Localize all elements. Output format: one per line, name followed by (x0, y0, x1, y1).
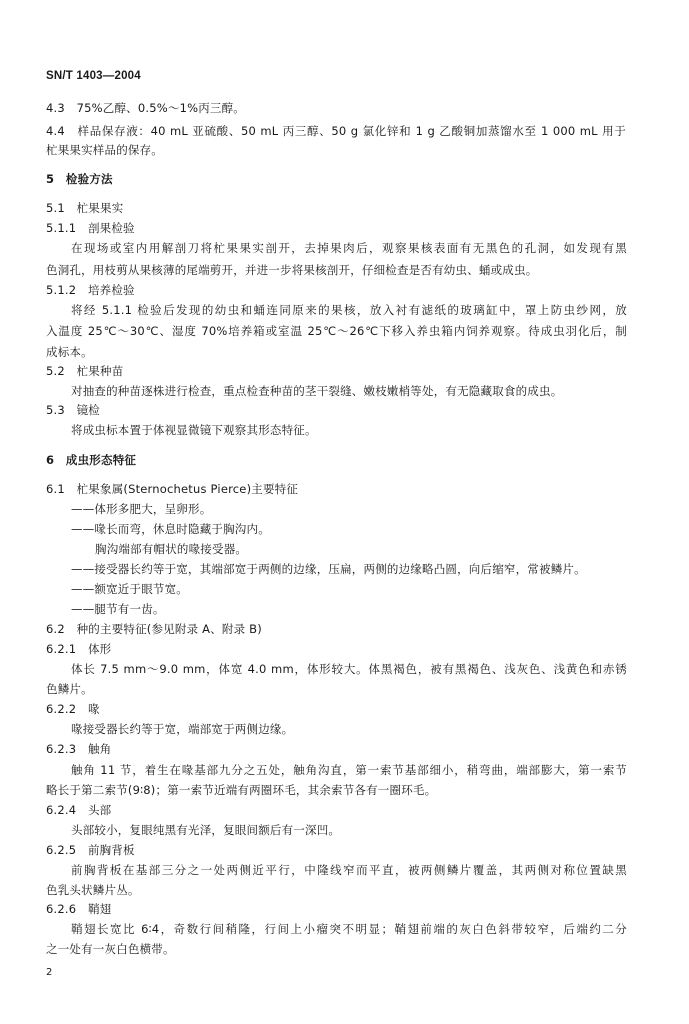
paragraph-6-2-6: 鞘翅长宽比 6∶4，奇数行间稍隆，行间上小瘤突不明显；鞘翅前端的灰白色斜带较窄，后端约二分 (71, 922, 627, 936)
heading-6-2-6: 6.2.6 鞘翅 (46, 902, 112, 916)
paragraph-5-1-2: 将经 5.1.1 检验后发现的幼虫和蛹连同原来的果核，放入衬有滤纸的玻璃缸中，罩上防虫纱网，放 (71, 303, 627, 317)
heading-6-2-3: 6.2.3 触角 (46, 742, 112, 756)
clause-4-3: 4.3 75%乙醇、0.5%～1%丙三醇。 (46, 101, 246, 115)
heading-5-1-2: 5.1.2 培养检验 (46, 283, 135, 297)
document-id: SN/T 1403—2004 (46, 70, 141, 82)
paragraph-6-2-4: 头部较小，复眼纯黑有光泽，复眼间额后有一深凹。 (71, 823, 341, 837)
paragraph-5-1-2-line2: 入温度 25℃～30℃、湿度 70%培养箱或室温 25℃～26℃下移入养虫箱内饲养观察。待成虫羽化后，制 (46, 324, 627, 338)
paragraph-6-2-3-continued: 略长于第二索节(9∶8)；第一索节近端有两圈环毛，其余索节各有一圈环毛。 (46, 783, 437, 797)
paragraph-5-1-1-continued: 色洞孔，用枝剪从果核薄的尾端剪开，并进一步将果核剖开，仔细检查是否有幼虫、蛹或成虫。 (46, 263, 538, 277)
heading-6-2-4: 6.2.4 头部 (46, 803, 112, 817)
clause-4-4: 4.4 样品保存液：40 mL 亚硫酸、50 mL 丙三醇、50 g 氯化锌和 1 g 乙酸铜加蒸馏水至 1 000 mL 用于 (46, 124, 626, 138)
paragraph-5-1-2-line3: 成标本。 (46, 345, 93, 359)
clause-4-4-continued: 杧果果实样品的保存。 (46, 143, 163, 157)
heading-5-1: 5.1 杧果果实 (46, 201, 124, 215)
page-number: 2 (46, 967, 53, 978)
paragraph-6-2-2: 喙接受器长约等于宽，端部宽于两侧边缘。 (71, 722, 294, 736)
list-item: ——体形多肥大，呈卵形。 (71, 502, 212, 516)
heading-5-2: 5.2 杧果种苗 (46, 364, 124, 378)
section-5-heading: 5 检验方法 (46, 172, 113, 186)
heading-6-2-2: 6.2.2 喙 (46, 702, 100, 716)
list-item-continued: 胸沟端部有帽状的喙接受器。 (95, 542, 248, 556)
list-item: ——喙长而弯，休息时隐藏于胸沟内。 (71, 522, 270, 536)
section-6-heading: 6 成虫形态特征 (46, 453, 137, 467)
paragraph-6-2-1: 体长 7.5 mm～9.0 mm，体宽 4.0 mm，体形较大。体黑褐色，被有黑褐色、浅灰色、浅黄色和赤锈 (71, 662, 627, 676)
paragraph-5-1-1: 在现场或室内用解剖刀将杧果果实剖开，去掉果肉后，观察果核表面有无黑色的孔洞，如发现有黑 (71, 241, 627, 255)
paragraph-6-2-5: 前胸背板在基部三分之一处两侧近平行，中隆线窄而平直，被两侧鳞片覆盖，其两侧对称位置缺黑 (71, 863, 627, 877)
list-item: ——额宽近于眼节宽。 (71, 582, 188, 596)
heading-5-1-1: 5.1.1 剖果检验 (46, 221, 135, 235)
heading-6-1: 6.1 杧果象属(Sternochetus Pierce)主要特征 (46, 482, 299, 496)
paragraph-6-2-3: 触角 11 节，着生在喙基部九分之五处，触角沟直，第一索节基部细小，稍弯曲，端部膨大，第一索节 (71, 763, 627, 777)
list-item: ——接受器长约等于宽，其端部宽于两侧的边缘，压扁，两侧的边缘略凸圆，向后缩窄，常被鳞片。 (71, 562, 586, 576)
paragraph-6-2-6-continued: 之一处有一灰白色横带。 (46, 942, 175, 956)
paragraph-6-2-1-continued: 色鳞片。 (46, 682, 93, 696)
list-item: ——腿节有一齿。 (71, 602, 165, 616)
heading-5-3: 5.3 镜检 (46, 403, 100, 417)
paragraph-5-3: 将成虫标本置于体视显微镜下观察其形态特征。 (71, 423, 317, 437)
heading-6-2-5: 6.2.5 前胸背板 (46, 843, 135, 857)
heading-6-2-1: 6.2.1 体形 (46, 642, 112, 656)
paragraph-6-2-5-continued: 色乳头状鳞片丛。 (46, 883, 140, 897)
heading-6-2: 6.2 种的主要特征(参见附录 A、附录 B) (46, 622, 262, 636)
paragraph-5-2: 对抽查的种苗逐株进行检查，重点检查种苗的茎干裂缝、嫩枝嫩梢等处，有无隐藏取食的成虫。 (71, 384, 563, 398)
